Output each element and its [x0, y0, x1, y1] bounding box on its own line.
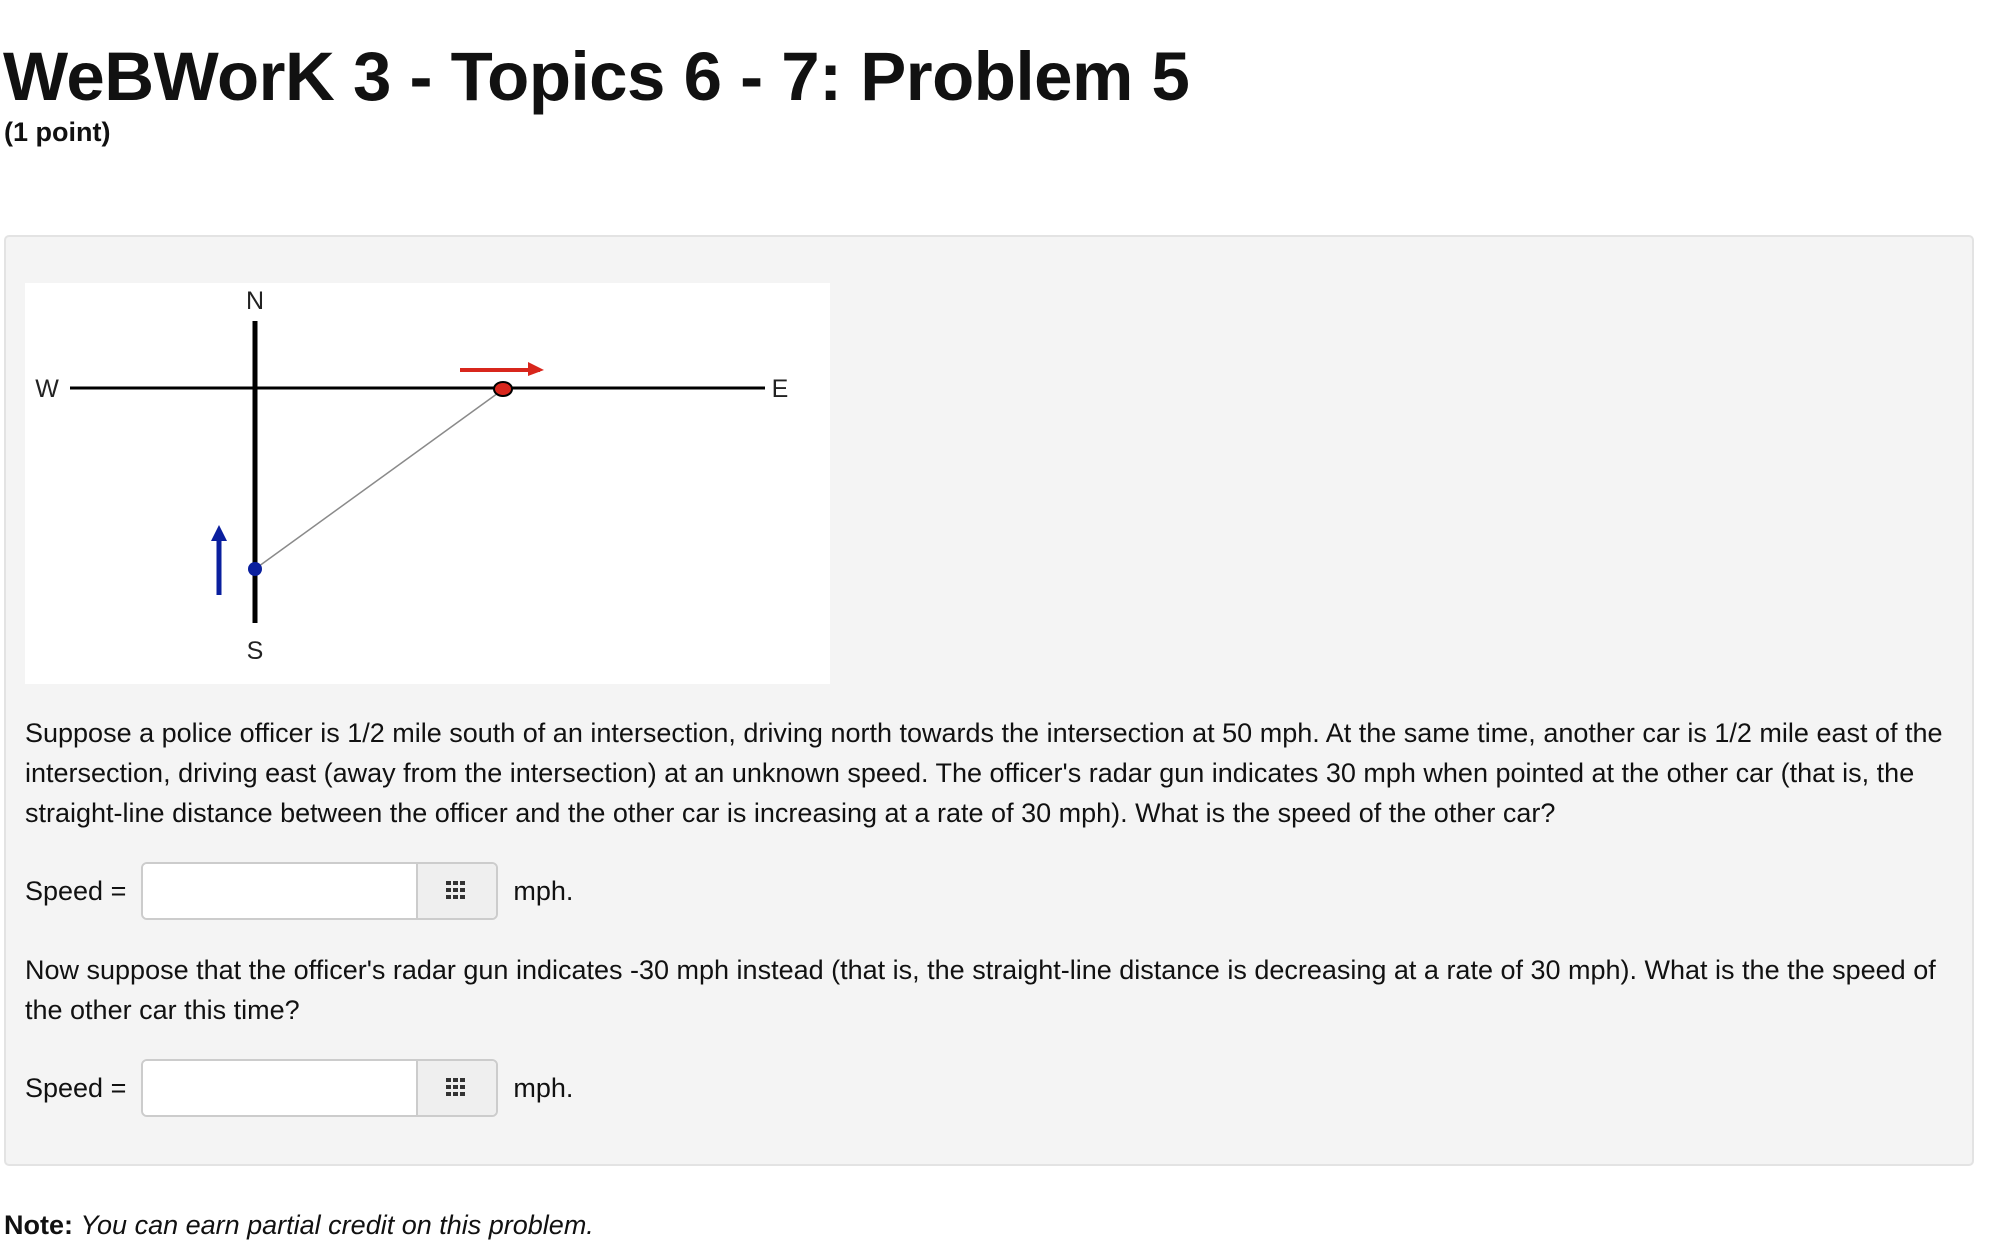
answer-unit-2: mph.: [513, 1072, 574, 1103]
answer-group-1: [141, 862, 498, 920]
equation-palette-button-1[interactable]: [416, 864, 496, 918]
compass-west-label: W: [35, 375, 59, 403]
distance-line: [255, 388, 505, 569]
answer-group-2: [141, 1059, 498, 1117]
compass-south-label: S: [246, 637, 264, 665]
answer-row-1: [25, 861, 573, 921]
intersection-diagram: [25, 283, 830, 684]
compass-north-label: N: [245, 287, 265, 315]
problem-statement-1: Suppose a police officer is 1/2 mile south of an intersection, driving north towards the intersection at 50 mph. At the same time, another car is 1/2 mile east of the intersection, driving east (away from the intersection) at an unknown speed. The officer's radar gun indicates 30 mph when pointed at the other car (that is, the straight-line distance between the officer and the other car is increasing at a rate of 30 mph). What is the speed of the other car?: [25, 718, 1943, 828]
other-car-dot: [494, 382, 512, 396]
partial-credit-note: [4, 1207, 594, 1243]
answer-row-2: [25, 1058, 573, 1118]
grid-icon: [445, 879, 469, 903]
answer-label-2: Speed =: [25, 1072, 127, 1103]
answer-label-1: Speed =: [25, 875, 127, 906]
arrow-right-icon: [460, 362, 544, 376]
problem-box: [4, 235, 1974, 1166]
grid-icon: [445, 1076, 469, 1100]
problem-statement-2: Now suppose that the officer's radar gun indicates -30 mph instead (that is, the straight-line distance is decreasing at a rate of 30 mph). What is the the speed of the other car this time?: [25, 955, 1936, 1025]
equation-palette-button-2[interactable]: [416, 1061, 496, 1115]
compass-east-label: E: [771, 375, 789, 403]
note-text: You can earn partial credit on this problem.: [80, 1210, 594, 1240]
officer-car-dot: [248, 562, 262, 576]
points-value: (1 point): [4, 117, 111, 147]
problem-figure: [25, 283, 830, 684]
arrow-up-icon: [211, 525, 227, 595]
speed-input-2[interactable]: [143, 1061, 416, 1115]
page-title: WeBWorK 3 - Topics 6 - 7: Problem 5: [3, 38, 1190, 115]
answer-unit-1: mph.: [513, 875, 574, 906]
speed-input-1[interactable]: [143, 864, 416, 918]
note-label: Note:: [4, 1210, 73, 1240]
